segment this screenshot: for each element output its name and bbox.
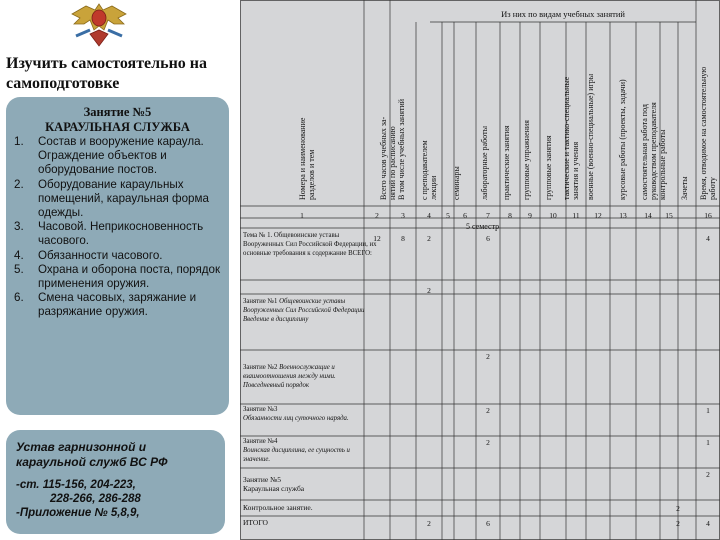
col-number: 8 bbox=[508, 211, 512, 220]
total-label: ИТОГО bbox=[243, 518, 268, 527]
table-row bbox=[243, 438, 378, 464]
list-item: 6. Смена часовых, заряжание и разряжание оружия. bbox=[14, 291, 197, 319]
lesson-label: Контрольное занятие. bbox=[243, 503, 313, 512]
col-number: 6 bbox=[463, 211, 467, 220]
reference-panel bbox=[6, 430, 225, 534]
col-number: 10 bbox=[549, 211, 557, 220]
cell-value: 1 bbox=[706, 406, 710, 415]
cell-value: 2 bbox=[676, 504, 680, 513]
header-teacher: с преподавателем лекции bbox=[420, 140, 438, 200]
lesson-label: Занятие №1 bbox=[243, 298, 278, 305]
topic-text: Тема № 1. Общевоинские уставы Вооруженных Сил Российской Федерации, их основные требования к содержание ВСЕГО: bbox=[243, 232, 377, 257]
header-seminars: семинары bbox=[452, 166, 461, 200]
cell-value: 2 bbox=[706, 470, 710, 479]
header-labs: лабораторные работы bbox=[480, 126, 489, 200]
cell-value: 2 bbox=[486, 406, 490, 415]
lesson-text: Обязанности лиц суточного наряда. bbox=[243, 414, 349, 422]
reference-line: -Приложение № 5,8,9, bbox=[16, 507, 140, 519]
col-number: 4 bbox=[427, 211, 431, 220]
col-number: 3 bbox=[401, 211, 405, 220]
table-row bbox=[243, 476, 378, 494]
lesson-text: Военнослужащие и взаимоотношения между ними. Повседневный порядок bbox=[243, 364, 336, 389]
header-self-study: Время, отводимое на самостоятельную работу bbox=[699, 66, 717, 200]
lesson-items bbox=[14, 135, 221, 320]
top-header: Из них по видам учебных занятий bbox=[501, 9, 625, 19]
header-group-classes: групповые занятия bbox=[544, 135, 553, 200]
lesson-label: Занятие №4 bbox=[243, 438, 278, 445]
cell-value: 4 bbox=[706, 234, 710, 243]
col-number: 5 bbox=[446, 211, 450, 220]
table-row bbox=[243, 298, 378, 324]
col-number: 13 bbox=[619, 211, 627, 220]
cell-value: 6 bbox=[486, 519, 490, 528]
cell-value: 2 bbox=[427, 286, 431, 295]
cell-value: 2 bbox=[427, 519, 431, 528]
reference-line: 228-266, 286-288 bbox=[50, 493, 141, 505]
list-item: 3. Часовой. Неприкосновенность часового. bbox=[14, 220, 204, 248]
header-tactical: тактические и тактико-специальные занятия и учения bbox=[562, 76, 580, 200]
cell-value: 2 bbox=[486, 438, 490, 447]
cell-value: 12 bbox=[373, 234, 381, 243]
header-group-exercises: групповые упражнения bbox=[522, 120, 531, 200]
lesson-panel bbox=[6, 97, 229, 415]
header-tests: Зачеты bbox=[680, 176, 689, 200]
col-number: 2 bbox=[375, 211, 379, 220]
cell-value: 1 bbox=[706, 438, 710, 447]
lesson-text: Общевоинские уставы Вооруженных Сил Российской Федерации Введение в дисциплину bbox=[243, 298, 365, 323]
header-name: Номера и наименование разделов и тем bbox=[298, 117, 316, 200]
list-item: 2. Оборудование караульных помещений, караульная форма одежды. bbox=[14, 177, 209, 220]
col-number: 11 bbox=[572, 211, 580, 220]
cell-value: 2 bbox=[486, 352, 490, 361]
col-number: 9 bbox=[528, 211, 532, 220]
cell-value: 8 bbox=[401, 234, 405, 243]
header-course-works: курсовые работы (проекты, задачи) bbox=[618, 79, 627, 200]
lesson-text: Воинская дисциплина, ее сущность и значение. bbox=[243, 446, 350, 463]
lesson-number: Занятие №5 bbox=[83, 105, 152, 119]
header-practical: практические занятия bbox=[502, 125, 511, 200]
col-number: 1 bbox=[300, 211, 304, 220]
lesson-topic: КАРАУЛЬНАЯ СЛУЖБА bbox=[45, 120, 190, 134]
header-total: Всего часов учебных за- нятий по расписанию В том числе учебных занятий bbox=[379, 98, 406, 200]
table-row bbox=[243, 364, 378, 390]
header-military-games: военные (военно-специальные) игры bbox=[586, 73, 595, 200]
col-number: 15 bbox=[665, 211, 673, 220]
cell-value: 6 bbox=[486, 234, 490, 243]
col-number: 14 bbox=[644, 211, 652, 220]
lesson-text: Караульная служба bbox=[243, 483, 305, 493]
lesson-label: Занятие №5 bbox=[243, 475, 281, 484]
curriculum-table bbox=[240, 0, 720, 540]
semester-label: 5 семестр bbox=[466, 222, 500, 231]
cell-value: 4 bbox=[706, 519, 710, 528]
lesson-label: Занятие №3 bbox=[243, 406, 278, 413]
cell-value: 2 bbox=[676, 519, 680, 528]
list-item: 4. Обязанности часового. bbox=[14, 248, 163, 262]
reference-title: Устав гарнизонной и караульной служб ВС РФ bbox=[16, 440, 168, 469]
table-row bbox=[243, 519, 378, 528]
lesson-label: Занятие №2 bbox=[243, 364, 278, 371]
table-row bbox=[243, 406, 378, 424]
reference-line: -ст. 115-156, 204-223, bbox=[16, 479, 136, 491]
cell-value: 2 bbox=[427, 234, 431, 243]
col-number: 16 bbox=[704, 211, 712, 220]
header-independent: самостоятельная работа под руководством преподавателя контрольные работы bbox=[640, 102, 667, 200]
col-number: 7 bbox=[486, 211, 490, 220]
list-item: 5. Охрана и оборона поста, порядок применения оружия. bbox=[14, 262, 221, 291]
eagle-emblem-icon bbox=[68, 0, 130, 48]
page-heading: Изучить самостоятельно на самоподготовке bbox=[6, 55, 208, 92]
table-row bbox=[243, 504, 378, 513]
list-item: 1. Состав и вооружение караула. Ограждение объектов и оборудование постов. bbox=[14, 135, 204, 177]
col-number: 12 bbox=[594, 211, 602, 220]
